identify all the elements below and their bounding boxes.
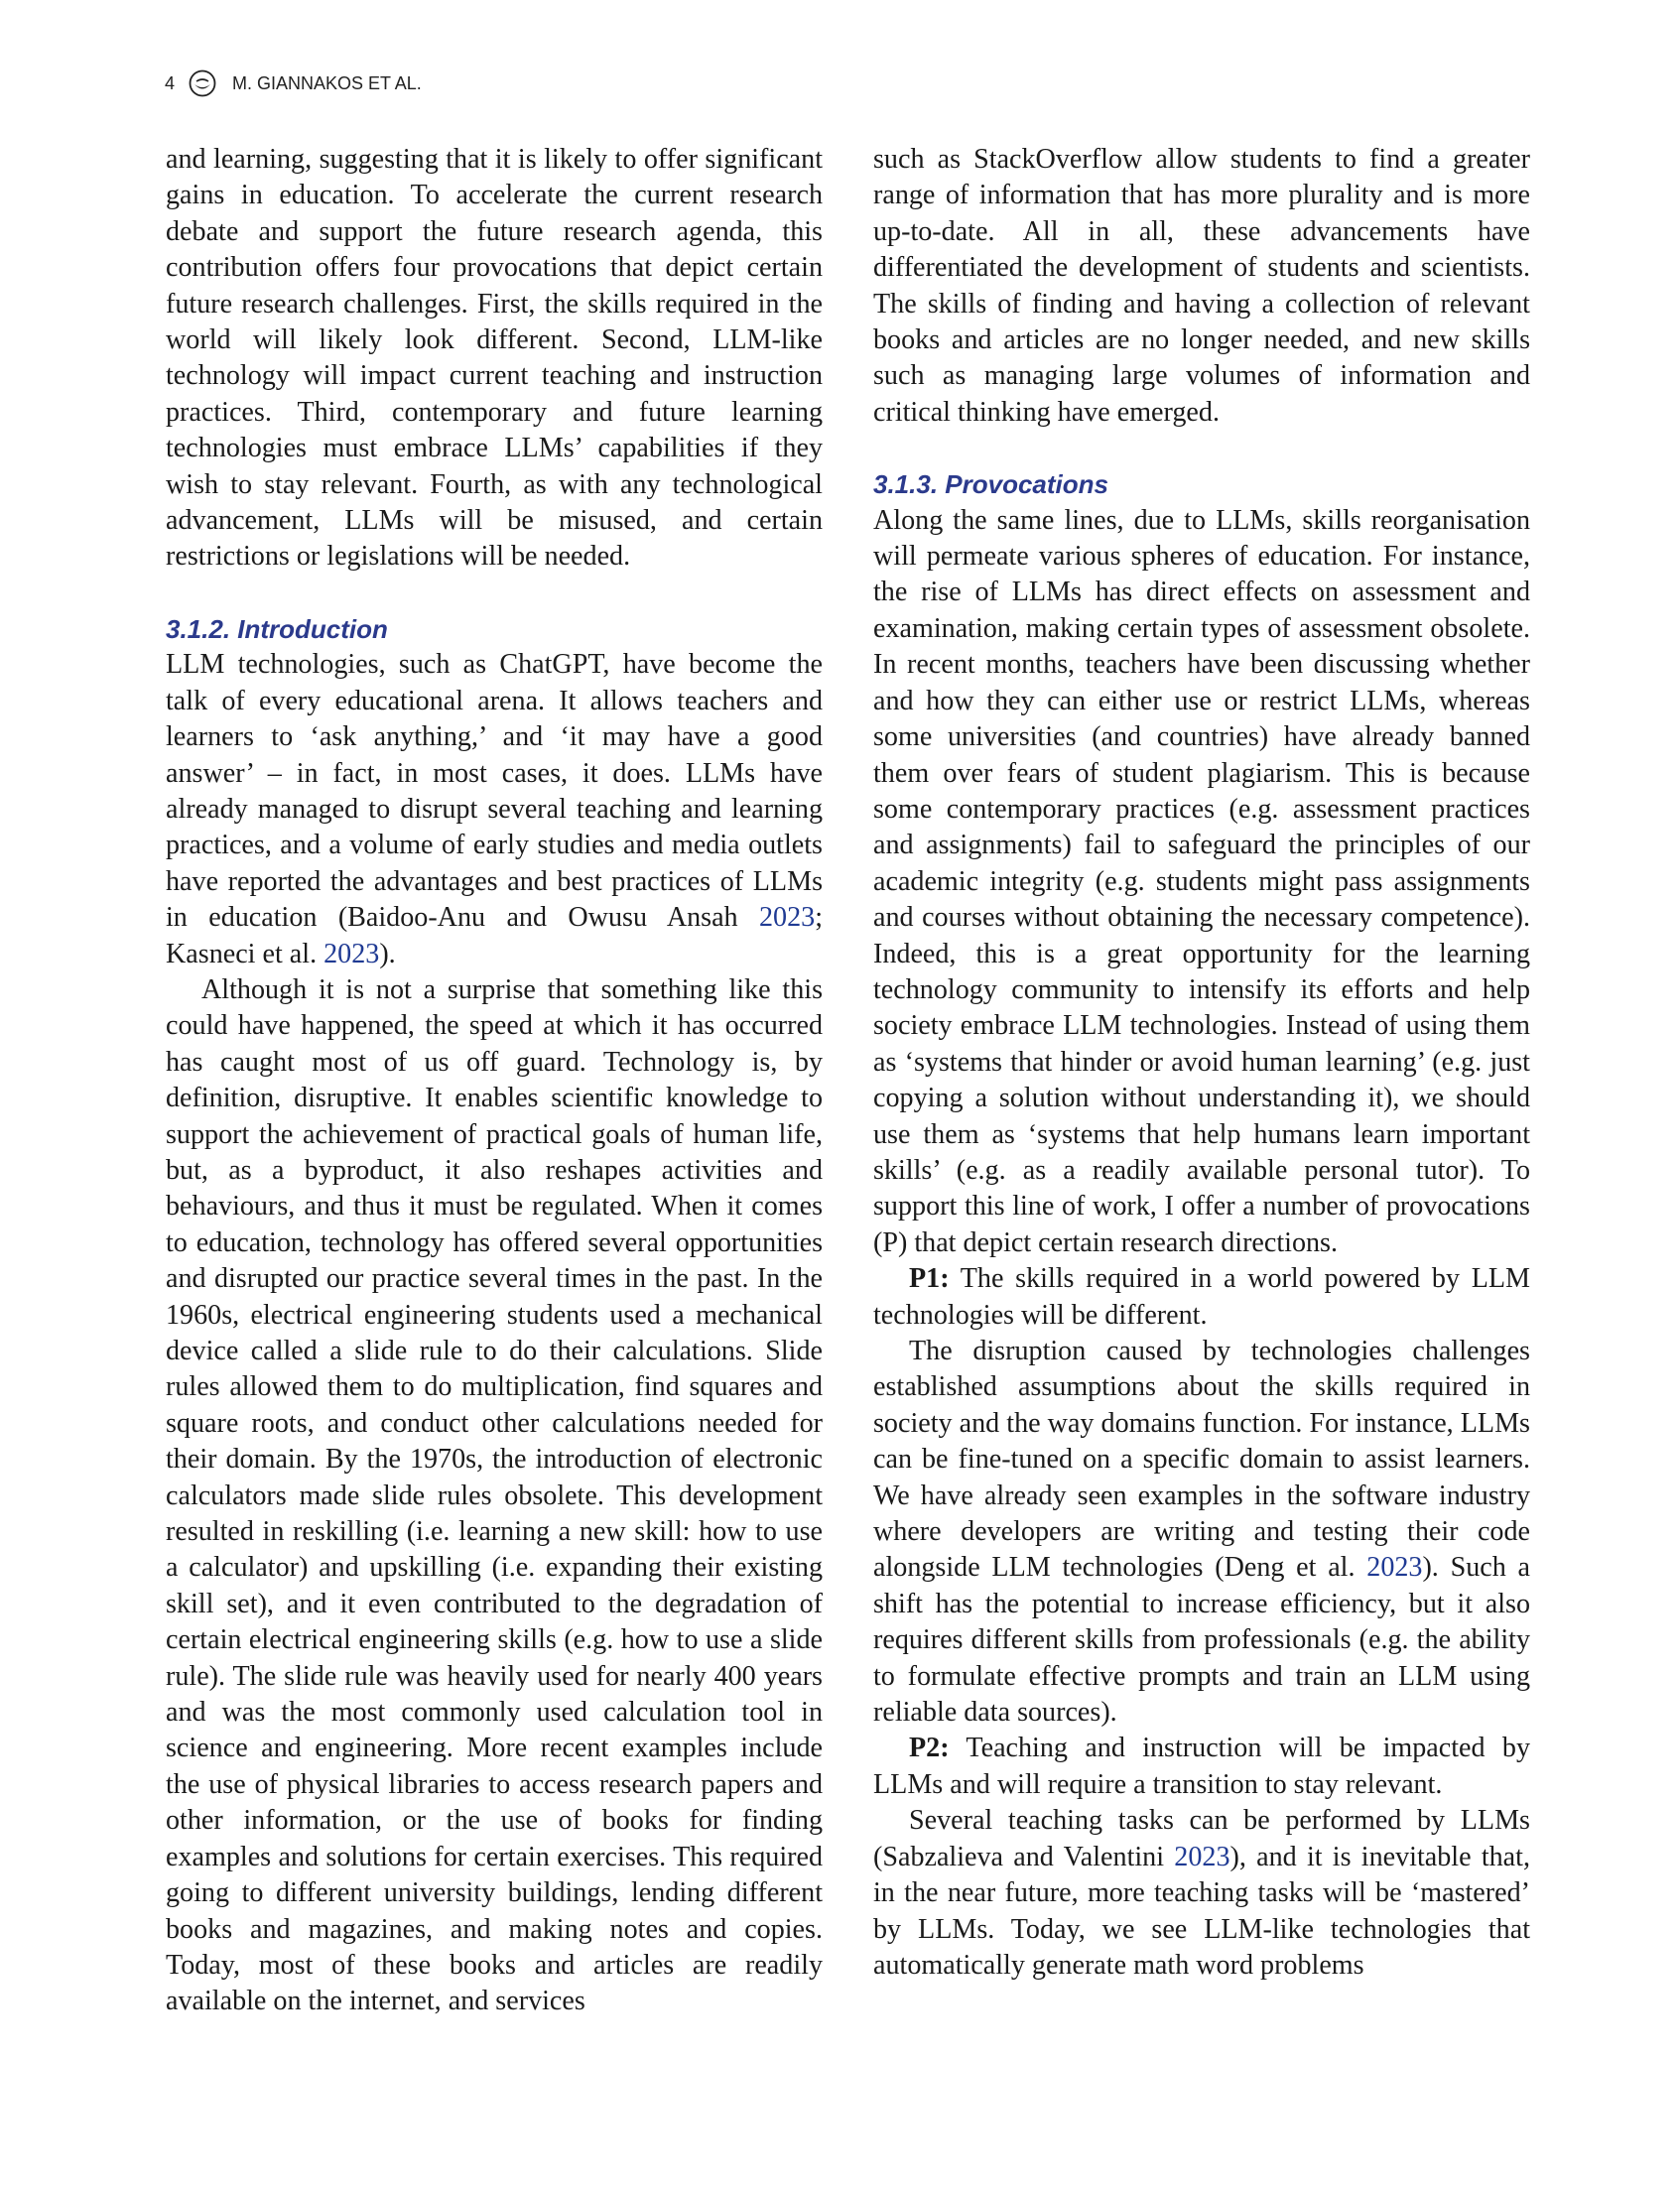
provocations-paragraph: Along the same lines, due to LLMs, skills reorganisation will permeate various spheres of education. For instance, the rise of LLMs has direct effects on assessment and examination, making certain types of assessment obsolete. In recent months, teachers have been discussing whether and how they can either use or restrict LLMs, whereas some universities (and countries) have already banned them over fears of student plagiarism. This is because some contemporary practices (e.g. assessment practices and assignments) fail to safeguard the principles of our academic integrity (e.g. students might pass assignments and courses without obtaining the necessary competence). Indeed, this is a great opportunity for the learning technology community to intensify its efforts and help society embrace LLM technologies. Instead of using them as ‘systems that hinder or avoid human learning’ (e.g. just copying a solution without understanding it), we should use them as ‘systems that help humans learn important skills’ (e.g. as a readily available personal tutor). To support this line of work, I offer a number of provocations (P) that depict certain research directions. [873,504,1530,1258]
provocation-text: Teaching and instruction will be impacted by LLMs and will require a transition to stay relevant. [873,1733,1530,1800]
citation-link[interactable]: 2023 [323,938,380,969]
paragraph-text: ). Such a shift has the potential to increase efficiency, but it also requires different skills from professionals (e.g. the ability to formulate effective prompts and train an LLM using reliable data sources). [873,1552,1530,1729]
citation-link[interactable]: 2023 [1366,1552,1423,1584]
disruption-history-paragraph: Although it is not a surprise that something like this could have happened, the speed at which it has occurred has caught most of us off guard. Technology is, by definition, disruptive. It enables scientific knowledge to support the achievement of practical goals of human life, but, as a byproduct, it also reshapes activities and behaviours, and thus it must be regulated. When it comes to education, technology has offered several opportunities and disrupted our practice several times in the past. In the 1960s, electrical engineering students used a mechanical device called a slide rule to do their calculations. Slide rules allowed them to do multiplication, find squares and square roots, and conduct other calculations needed for their domain. By the 1970s, the introduction of electronic calculators made slide rules obsolete. This development resulted in reskilling (i.e. learning a new skill: how to use a calculator) and upskilling (i.e. expanding their existing skill set), and it even contributed to the degradation of certain electrical engineering skills (e.g. how to use a slide rule). The slide rule was heavily used for nearly 400 years and was the most commonly used calculation tool in science and engineering. More recent examples include the use of physical libraries to access research papers and other information, or the use of books for finding examples and solutions for certain exercises. This required going to different university buildings, lending different books and magazines, and making notes and copies. Today, most of these books and articles are readily available on the internet, and services [166,973,823,2017]
paragraph-text: The disruption caused by technologies challenges established assumptions about the skills required in society and the way domains function. For instance, LLMs can be fine-tuned on a specific domain to assist learners. We have already seen examples in the software industry where developers are writing and testing their code alongside LLM technologies (Deng et al. [873,1336,1530,1584]
provocation-text: The skills required in a world powered by LLM technologies will be different. [873,1263,1530,1331]
intro-continuation-paragraph: and learning, suggesting that it is likely to offer significant gains in education. To accelerate the current research debate and support the future research agenda, this contribution offers four provocations that depict certain future research challenges. First, the skills required in the world will likely look different. Second, LLM-like technology will impact current teaching and instruction practices. Third, contemporary and future learning technologies must embrace LLMs’ capabilities if they wish to stay relevant. Fourth, as with any technological advancement, LLMs will be misused, and certain restrictions or legislations will be needed. [166,144,823,573]
provocation-p2 [873,1731,1530,1803]
page-number: 4 [165,72,176,93]
running-header [165,69,422,97]
running-head-authors: M. GIANNAKOS ET AL. [232,72,422,93]
left-column [166,142,823,2020]
paragraph-text: LLM technologies, such as ChatGPT, have become the talk of every educational arena. It allows teachers and learners to ‘ask anything,’ and ‘it may have a good answer’ – in fact, in most cases, it does. LLMs have already managed to disrupt several teaching and learning practices, and a volume of early studies and media outlets have reported the advantages and best practices of LLMs in education (Baidoo-Anu and Owusu Ansah [166,649,823,934]
section-heading-introduction: 3.1.2. Introduction [166,613,388,644]
provocation-label: P2: [909,1733,950,1764]
paragraph-text: Several teaching tasks can be performed by LLMs (Sabzalieva and Valentini [873,1805,1530,1872]
teaching-tasks-paragraph [873,1803,1530,1984]
introduction-paragraph [166,647,823,972]
provocation-label: P1: [909,1263,950,1295]
continuation-paragraph: such as StackOverflow allow students to find a greater range of information that has more plurality and is more up-to-date. All in all, these advancements have differentiated the development of students and scientists. The skills of finding and having a collection of relevant books and articles are no longer needed, and new skills such as managing large volumes of information and critical thinking have emerged. [873,144,1530,428]
paragraph-text: ). [379,938,396,969]
citation-link[interactable]: 2023 [759,902,816,934]
provocation-p1 [873,1261,1530,1334]
paragraph-text: ; Kasneci et al. [166,902,823,969]
citation-link[interactable]: 2023 [1174,1841,1230,1872]
disruption-paragraph [873,1334,1530,1731]
paragraph-text: ), and it is inevitable that, in the near future, more teaching tasks will be ‘mastered’ by LLMs. Today, we see LLM-like technologies that automatically generate math word problems [873,1841,1530,1981]
right-column [873,142,1530,1984]
publisher-logo-icon [189,69,216,97]
section-heading-provocations: 3.1.3. Provocations [873,469,1108,500]
